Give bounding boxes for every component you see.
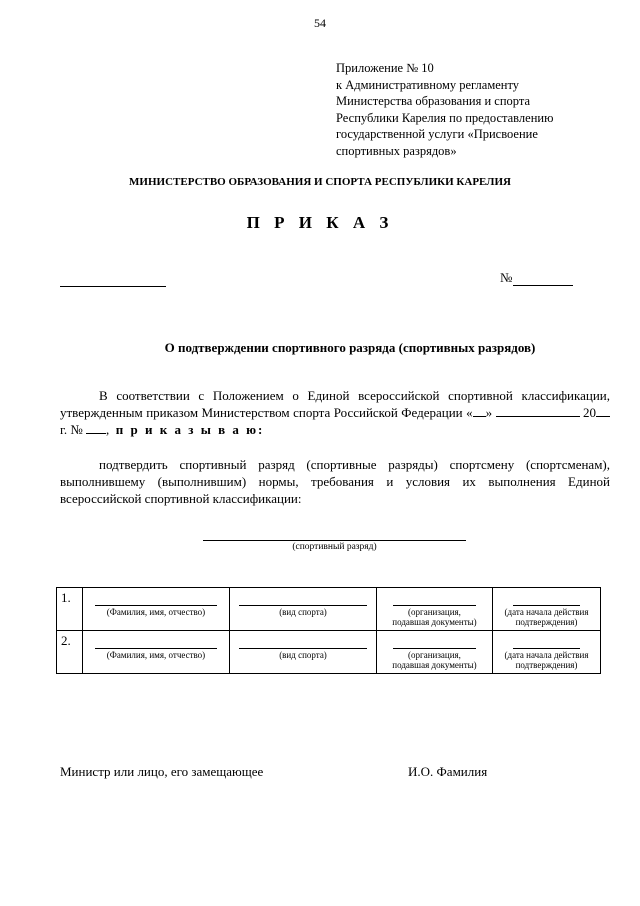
- order-subject: О подтверждении спортивного разряда (спортивных разрядов): [164, 340, 536, 355]
- signer-name: И.О. Фамилия: [408, 764, 488, 779]
- date-cell: [493, 631, 600, 673]
- year-blank: [596, 404, 610, 417]
- org-cell: [377, 631, 492, 673]
- row-number: 2.: [57, 631, 83, 674]
- fio-cell: [83, 631, 229, 673]
- preamble-text: »: [485, 405, 493, 420]
- number-blank-line: [513, 272, 573, 286]
- appendix-line: Республики Карелия по предоставлению: [336, 110, 554, 125]
- org-caption: (организация,: [408, 607, 461, 617]
- table-row: [57, 631, 601, 674]
- sport-cell: [230, 588, 376, 630]
- org-cell: [377, 588, 492, 630]
- decree-number-blank: [86, 421, 106, 434]
- fio-caption: (Фамилия, имя, отчество): [106, 607, 206, 617]
- signer-title: Министр или лицо, его замещающее: [60, 764, 264, 779]
- date-caption: подтверждения): [515, 617, 578, 627]
- preamble-paragraph: [60, 387, 610, 438]
- org-caption: подавшая документы): [392, 660, 477, 670]
- preamble-text: ,: [106, 422, 110, 437]
- appendix-line: спортивных разрядов»: [336, 143, 457, 158]
- appendix-line: к Административному регламенту: [336, 77, 520, 92]
- org-caption: (организация,: [408, 650, 461, 660]
- org-caption: подавшая документы): [392, 617, 477, 627]
- rank-blank-line: [203, 540, 466, 541]
- decision-text: подтвердить спортивный разряд (спортивные разряды) спортсмену (спортсменам), выполнившему (выполнившим) нормы, требования и условия их выполнения Единой всероссийской спортивной классификации:: [60, 457, 610, 506]
- number-sign: №: [500, 270, 513, 285]
- date-caption: подтверждения): [515, 660, 578, 670]
- day-blank: [473, 404, 486, 417]
- row-number: 1.: [57, 588, 83, 631]
- sport-cell: [230, 631, 376, 673]
- page-number: 54: [314, 16, 326, 30]
- order-title: П Р И К А З: [246, 213, 394, 232]
- date-blank-line: [60, 272, 166, 287]
- date-caption: (дата начала действия: [504, 650, 589, 660]
- date-caption: (дата начала действия: [504, 607, 589, 617]
- month-blank: [496, 404, 580, 417]
- appendix-note: [336, 60, 616, 159]
- order-number-field: [500, 270, 573, 286]
- decision-paragraph: [60, 456, 610, 507]
- athletes-table: [56, 587, 601, 674]
- sport-caption: (вид спорта): [279, 607, 327, 617]
- sport-caption: (вид спорта): [279, 650, 327, 660]
- fio-cell: [83, 588, 229, 630]
- preamble-text: 20: [583, 405, 597, 420]
- appendix-line: государственной услуги «Присвоение: [336, 127, 538, 141]
- preamble-text: г. №: [60, 422, 83, 437]
- order-word: п р и к а з ы в а ю:: [115, 422, 265, 437]
- rank-caption: (спортивный разряд): [292, 542, 377, 552]
- date-cell: [493, 588, 600, 630]
- preamble-text: В соответствии с Положением о Единой всероссийской спортивной классификации, утвержденным приказом Министерством спорта Российской Федерации «: [60, 388, 610, 420]
- appendix-line: Министерства образования и спорта: [336, 94, 531, 108]
- ministry-heading: МИНИСТЕРСТВО ОБРАЗОВАНИЯ И СПОРТА РЕСПУБЛИКИ КАРЕЛИЯ: [129, 176, 511, 188]
- appendix-line: Приложение № 10: [336, 61, 434, 75]
- table-row: [57, 588, 601, 631]
- fio-caption: (Фамилия, имя, отчество): [106, 650, 206, 660]
